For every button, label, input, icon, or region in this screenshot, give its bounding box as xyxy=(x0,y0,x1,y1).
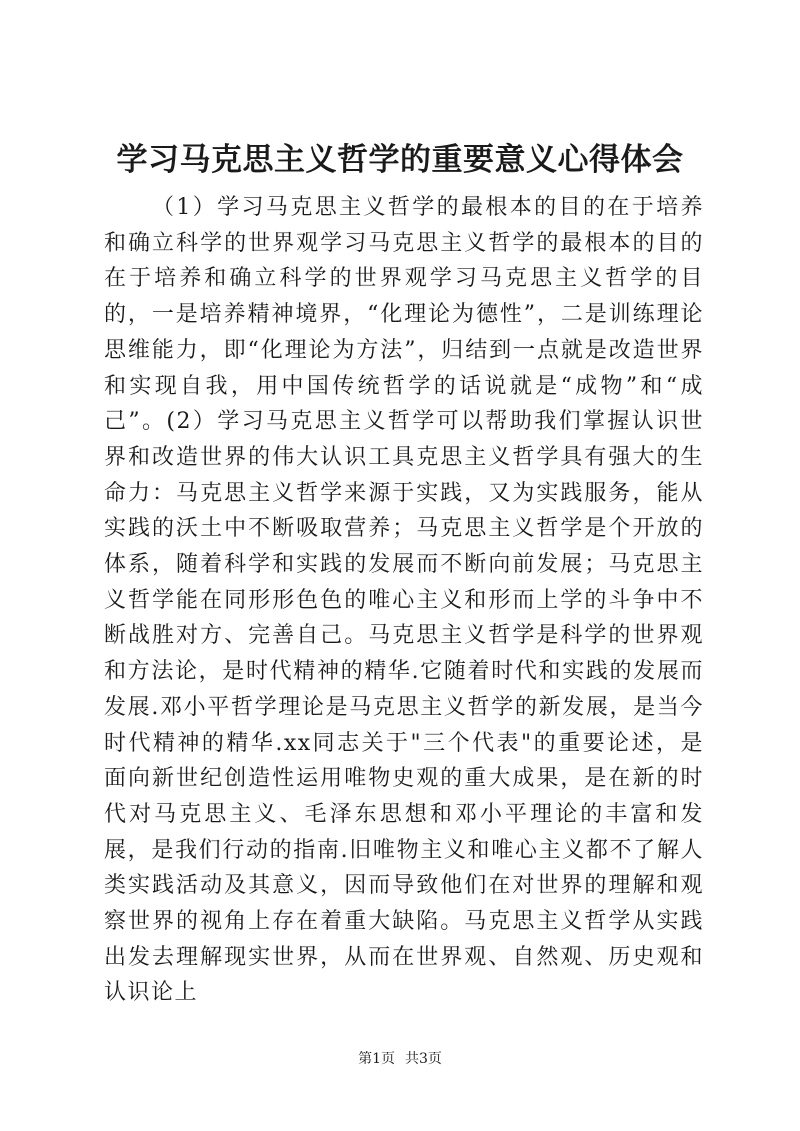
document-title: 学习马克思主义哲学的重要意义心得体会 xyxy=(116,142,684,178)
page-number: 第1页 xyxy=(358,1051,395,1067)
page-total: 共3页 xyxy=(405,1051,442,1067)
page-footer xyxy=(0,1049,800,1069)
body-paragraph: （1）学习马克思主义哲学的最根本的目的在于培养和确立科学的世界观学习马克思主义哲学的最根本的目的在于培养和确立科学的世界观学习马克思主义哲学的目的，一是培养精神境界，“化理论为德性”，二是训练理论思维能力，即“化理论为方法”，归结到一点就是改造世界和实现自我，用中国传统哲学的话说就是“成物”和“成己”。(2）学习马克思主义哲学可以帮助我们掌握认识世界和改造世界的伟大认识工具克思主义哲学具有强大的生命力：马克思主义哲学来源于实践，又为实践服务，能从实践的沃土中不断吸取营养；马克思主义哲学是个开放的体系，随着科学和实践的发展而不断向前发展；马克思主义哲学能在同形形色色的唯心主义和形而上学的斗争中不断战胜对方、完善自己。马克思主义哲学是科学的世界观和方法论，是时代精神的精华.它随着时代和实践的发展而发展.邓小平哲学理论是马克思主义哲学的新发展，是当今时代精神的精华.xx同志关于"三个代表"的重要论述，是面向新世纪创造性运用唯物史观的重大成果，是在新的时代对马克思主义、毛泽东思想和邓小平理论的丰富和发展，是我们行动的指南.旧唯物主义和唯心主义都不了解人类实践活动及其意义，因而导致他们在对世界的理解和观察世界的视角上存在着重大缺陷。马克思主义哲学从实践出发去理解现实世界，从而在世界观、自然观、历史观和认识论上 xyxy=(104,195,704,1006)
